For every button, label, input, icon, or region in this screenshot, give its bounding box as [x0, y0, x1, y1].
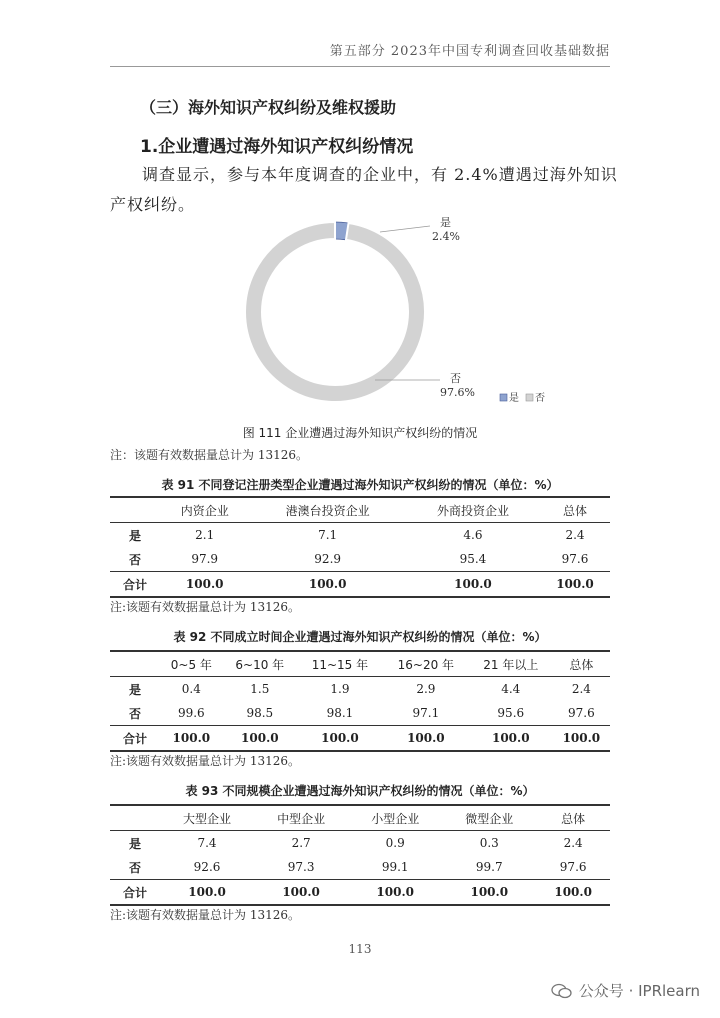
watermark [551, 980, 700, 1001]
legend-label-no: 否 [535, 393, 545, 404]
table-cell: 100.0 [491, 731, 530, 745]
row-label: 是 [128, 836, 141, 851]
table-row [110, 880, 610, 906]
column-header: 0~5 年 [170, 657, 212, 672]
row-label: 合计 [122, 885, 147, 900]
row-label: 是 [128, 528, 141, 543]
table-93 [110, 804, 610, 906]
figure-note: 注：该题有效数据量总计为 13126。 [110, 448, 308, 462]
column-header: 总体 [569, 657, 594, 672]
table-cell: 100.0 [470, 885, 509, 899]
table-92-caption: 表 92 不同成立时间企业遭遇过海外知识产权纠纷的情况（单位：%） [173, 630, 547, 644]
table-cell: 2.4 [563, 836, 583, 850]
table-row [110, 831, 610, 856]
slice-label-no-name: 否 [450, 372, 461, 385]
table-91 [110, 496, 610, 598]
slice-label-yes-name: 是 [440, 216, 451, 229]
table-cell: 2.9 [416, 682, 436, 696]
table-cell: 92.6 [193, 860, 221, 874]
column-header: 6~10 年 [235, 657, 285, 672]
table-cell: 100.0 [185, 577, 224, 591]
header-rule [110, 66, 610, 67]
slice-label-no-value: 97.6% [440, 386, 475, 399]
row-label: 合计 [122, 577, 147, 592]
wechat-icon [551, 983, 573, 999]
table-cell: 4.4 [501, 682, 521, 696]
column-header: 大型企业 [183, 811, 232, 826]
column-header: 内资企业 [180, 503, 229, 518]
table-cell: 100.0 [556, 577, 594, 591]
column-header: 总体 [562, 503, 587, 518]
column-header: 11~15 年 [311, 657, 369, 672]
page-number: 113 [348, 942, 372, 956]
donut-slice-no [245, 222, 425, 402]
table-cell: 99.1 [381, 860, 409, 874]
table-cell: 100.0 [308, 577, 347, 591]
table-cell: 1.5 [250, 682, 270, 696]
table-cell: 92.9 [314, 552, 342, 566]
table-cell: 0.9 [385, 836, 405, 850]
table-cell: 100.0 [188, 885, 226, 899]
table-cell: 0.3 [479, 836, 499, 850]
table-cell: 4.6 [463, 528, 483, 542]
slice-label-yes-value: 2.4% [432, 230, 460, 243]
table-cell: 97.6 [561, 552, 589, 566]
table-row [110, 572, 610, 598]
table-cell: 97.9 [191, 552, 219, 566]
table-cell: 100.0 [172, 731, 211, 745]
table-row [110, 677, 610, 702]
table-cell: 97.1 [412, 706, 440, 720]
table-row [110, 523, 610, 548]
table-row [110, 726, 610, 752]
table-91-caption: 表 91 不同登记注册类型企业遭遇过海外知识产权纠纷的情况（单位：%） [161, 478, 559, 492]
row-label: 否 [128, 552, 141, 567]
legend-swatch-no [526, 394, 533, 401]
table-cell: 2.7 [291, 836, 311, 850]
column-header: 小型企业 [371, 811, 420, 826]
leader-line-yes [380, 226, 430, 232]
table-93-note: 注:该题有效数据量总计为 13126。 [110, 908, 301, 922]
watermark-text: 公众号 · IPRlearn [578, 982, 700, 1000]
row-label: 是 [128, 682, 141, 697]
table-cell: 95.4 [459, 552, 487, 566]
row-label: 否 [128, 860, 141, 875]
table-cell: 100.0 [554, 885, 592, 899]
legend-label-yes: 是 [509, 393, 519, 404]
table-cell: 97.3 [287, 860, 315, 874]
column-header: 港澳台投资企业 [285, 503, 370, 518]
table-cell: 100.0 [241, 731, 279, 745]
table-cell: 1.9 [330, 682, 350, 696]
table-row [110, 855, 610, 880]
table-cell: 99.6 [177, 706, 205, 720]
table-cell: 98.1 [326, 706, 354, 720]
row-label: 合计 [122, 731, 147, 746]
table-cell: 100.0 [376, 885, 414, 899]
row-label: 否 [128, 706, 141, 721]
running-header: 第五部分 2023年中国专利调查回收基础数据 [329, 44, 610, 59]
table-cell: 97.6 [568, 706, 595, 720]
table-row [110, 701, 610, 726]
donut-chart [110, 212, 610, 412]
table-cell: 2.4 [571, 682, 591, 696]
column-header: 总体 [561, 811, 586, 826]
table-cell: 100.0 [282, 885, 320, 899]
table-cell: 97.6 [559, 860, 587, 874]
subsection-title: 1.企业遭遇过海外知识产权纠纷情况 [140, 137, 414, 157]
table-92-note: 注:该题有效数据量总计为 13126。 [110, 754, 301, 768]
table-cell: 2.1 [195, 528, 215, 542]
table-cell: 100.0 [454, 577, 492, 591]
table-92 [110, 650, 610, 752]
table-cell: 7.1 [318, 528, 338, 542]
table-91-note: 注:该题有效数据量总计为 13126。 [110, 600, 301, 614]
section-title: （三）海外知识产权纠纷及维权援助 [140, 98, 397, 117]
header-corner [110, 497, 160, 523]
figure-caption: 图 111 企业遭遇过海外知识产权纠纷的情况 [242, 426, 478, 440]
table-cell: 100.0 [407, 731, 445, 745]
table-row [110, 547, 610, 572]
column-header: 微型企业 [465, 811, 514, 826]
header-corner [110, 651, 160, 677]
header-corner [110, 805, 160, 831]
column-header: 中型企业 [277, 811, 326, 826]
table-cell: 98.5 [246, 706, 274, 720]
table-93-caption: 表 93 不同规模企业遭遇过海外知识产权纠纷的情况（单位：%） [185, 784, 535, 798]
column-header: 21 年以上 [483, 657, 539, 672]
legend-swatch-yes [500, 394, 507, 401]
table-cell: 2.4 [565, 528, 585, 542]
legend [500, 392, 545, 404]
table-cell: 0.4 [181, 682, 201, 696]
table-cell: 7.4 [197, 836, 217, 850]
column-header: 外商投资企业 [436, 503, 509, 518]
body-paragraph: 调查显示，参与本年度调查的企业中，有 2.4%遭遇过海外知识产权纠纷。 [110, 165, 618, 214]
column-header: 16~20 年 [397, 657, 455, 672]
table-cell: 99.7 [475, 860, 503, 874]
table-cell: 100.0 [562, 731, 601, 745]
table-cell: 100.0 [321, 731, 359, 745]
table-cell: 95.6 [497, 706, 525, 720]
